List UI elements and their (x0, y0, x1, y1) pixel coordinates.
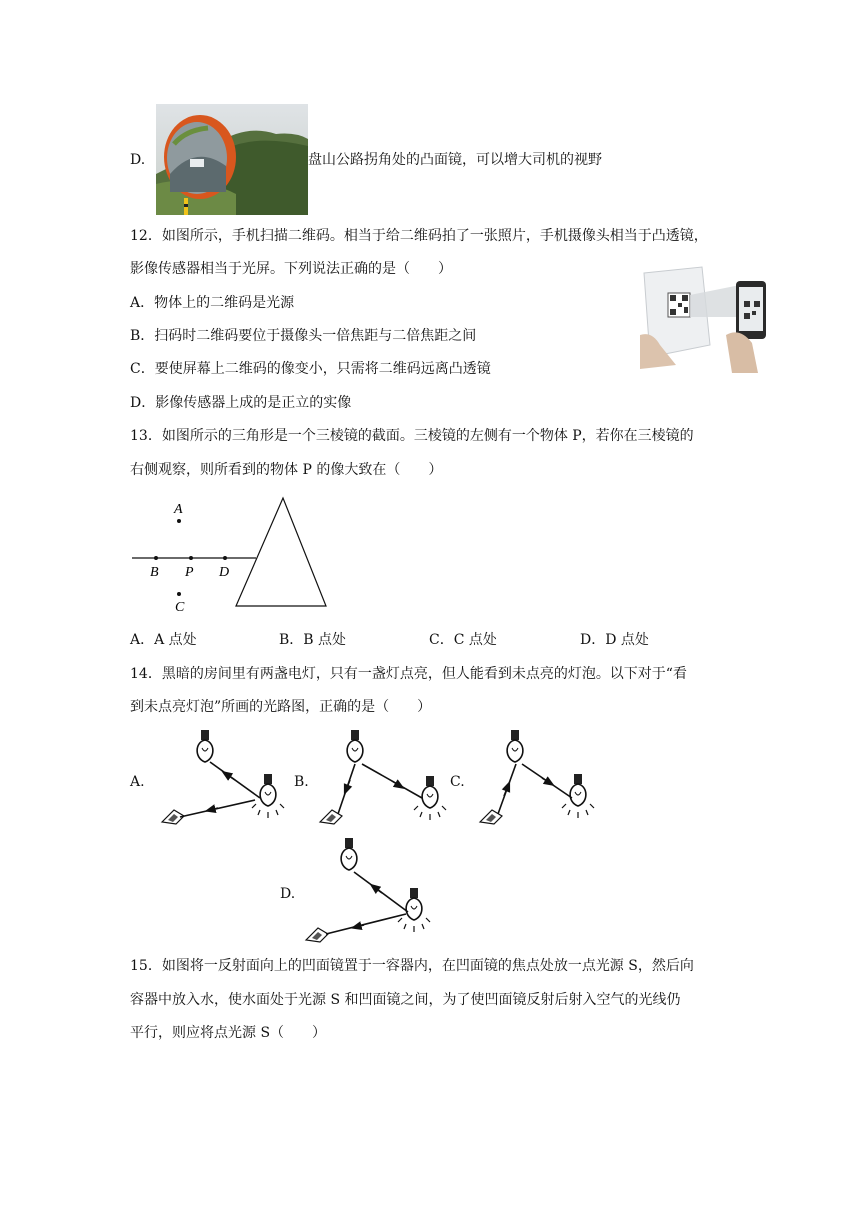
q12-stem-line1: 12．如图所示，手机扫描二维码。相当于给二维码拍了一张照片，手机摄像头相当于凸透镜， (130, 228, 708, 244)
q14-figure-c (478, 728, 613, 828)
q12-option-d: D．影像传感器上成的是正立的实像 (130, 395, 352, 411)
convex-mirror-photo (156, 104, 308, 215)
q13-stem-line1: 13．如图所示的三角形是一个三棱镜的截面。三棱镜的左侧有一个物体 P，若你在三棱镜的 (130, 428, 694, 444)
q12-option-b: B．扫码时二维码要位于摄像头一倍焦距与二倍焦距之间 (130, 328, 477, 344)
q12-option-a: A．物体上的二维码是光源 (130, 295, 295, 311)
q13-option-a: A．A 点处 (130, 632, 197, 648)
q12-option-c: C．要使屏幕上二维码的像变小，只需将二维码远离凸透镜 (130, 361, 491, 377)
q15-stem-line1: 15．如图将一反射面向上的凹面镜置于一容器内，在凹面镜的焦点处放一点光源 S，然后向 (130, 958, 694, 974)
q14-option-d-label: D. (280, 886, 296, 902)
q14-stem-line1: 14．黑暗的房间里有两盏电灯，只有一盏灯点亮，但人能看到未点亮的灯泡。以下对于“看 (130, 666, 687, 682)
qr-scan-photo (640, 265, 776, 373)
label-d: D (219, 565, 230, 580)
q14-option-b-label: B. (294, 774, 309, 790)
q14-option-a-label: A. (130, 774, 145, 790)
label-b: B (150, 565, 159, 580)
q11-option-d-text: 盘山公路拐角处的凸面镜，可以增大司机的视野 (308, 152, 602, 168)
q14-figure-a (160, 728, 295, 828)
q12-stem-line2: 影像传感器相当于光屏。下列说法正确的是（ ） (130, 261, 452, 277)
prism-triangle (236, 498, 326, 606)
prism-figure (128, 492, 338, 617)
q15-stem-line2: 容器中放入水，使水面处于光源 S 和凹面镜之间，为了使凹面镜反射后射入空气的光线仍 (130, 992, 681, 1008)
q15-stem-line3: 平行，则应将点光源 S（ ） (130, 1025, 327, 1041)
q13-option-d: D．D 点处 (580, 632, 649, 648)
q14-option-c-label: C. (450, 774, 465, 790)
q14-figure-d (304, 836, 439, 944)
q14-stem-line2: 到未点亮灯泡”所画的光路图，正确的是（ ） (130, 699, 432, 715)
q11-option-d-letter: D. (130, 152, 146, 168)
q14-figure-b (318, 728, 453, 828)
q13-stem-line2: 右侧观察，则所看到的物体 P 的像大致在（ ） (130, 462, 443, 478)
label-p: P (185, 565, 194, 580)
label-a: A (174, 502, 183, 517)
q13-option-c: C．C 点处 (429, 632, 497, 648)
q13-option-b: B．B 点处 (279, 632, 347, 648)
label-c: C (175, 600, 185, 615)
